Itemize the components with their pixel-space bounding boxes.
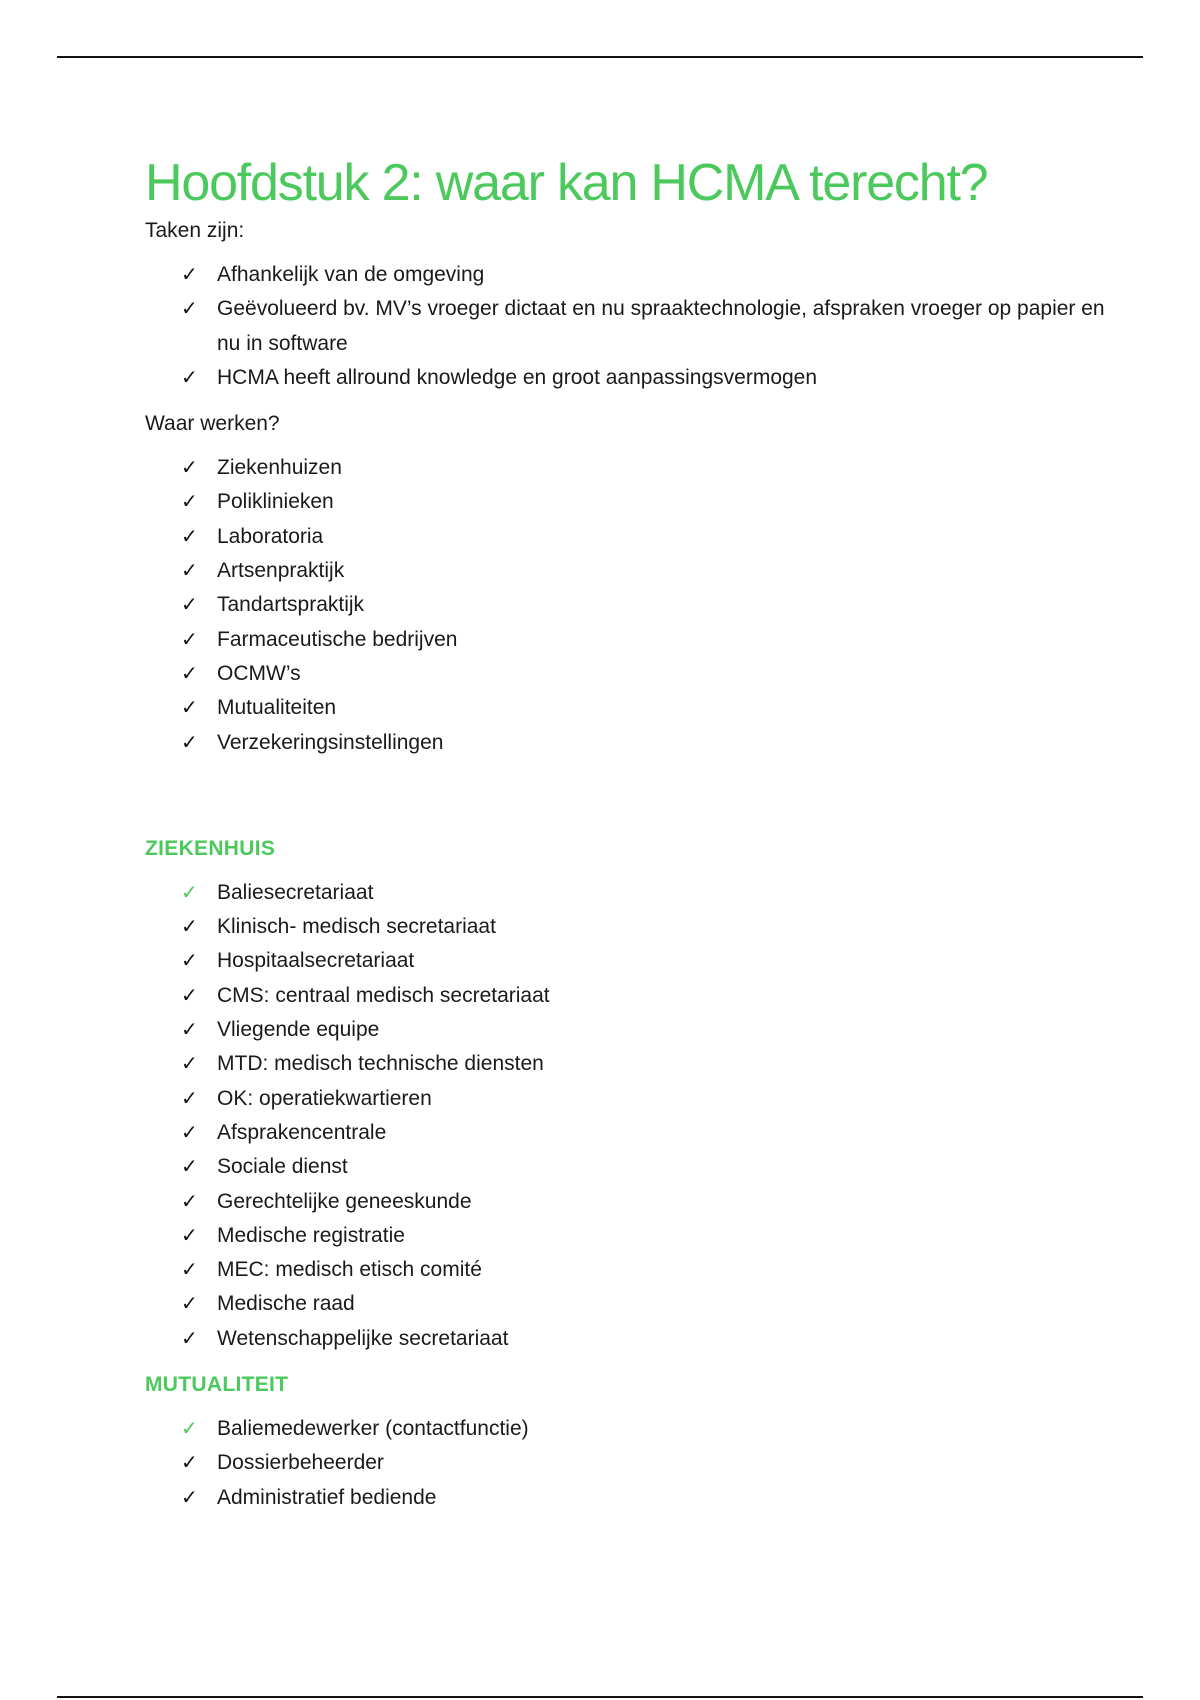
- list-item: ✓ Sociale dienst: [145, 1150, 1105, 1184]
- checkmark-icon: ✓: [181, 560, 198, 583]
- taken-list: [145, 258, 1105, 395]
- list-item: ✓ CMS: centraal medisch secretariaat: [145, 979, 1105, 1013]
- checkmark-icon: ✓: [181, 1019, 198, 1042]
- list-item: ✓ Geëvolueerd bv. MV’s vroeger dictaat en nu spraaktechnologie, afspraken vroeger op papier en nu in software: [145, 292, 1105, 361]
- checkmark-icon: ✓: [181, 1156, 198, 1179]
- checkmark-icon: ✓: [181, 1293, 198, 1316]
- list-item: ✓ Verzekeringsinstellingen: [145, 726, 1105, 760]
- list-item: ✓ OCMW’s: [145, 657, 1105, 691]
- list-item: ✓ Klinisch- medisch secretariaat: [145, 910, 1105, 944]
- list-item: ✓ Medische raad: [145, 1287, 1105, 1321]
- list-item: ✓ OK: operatiekwartieren: [145, 1082, 1105, 1116]
- checkmark-icon: ✓: [181, 984, 198, 1007]
- mutualiteit-list: [145, 1412, 1105, 1515]
- document-body: [145, 150, 1105, 1529]
- taken-intro: Taken zijn:: [145, 219, 245, 242]
- list-item: ✓ Medische registratie: [145, 1219, 1105, 1253]
- list-item: ✓ Hospitaalsecretariaat: [145, 944, 1105, 978]
- checkmark-icon: ✓: [181, 881, 198, 904]
- list-item: ✓ Ziekenhuizen: [145, 451, 1105, 485]
- list-item: ✓ Baliesecretariaat: [145, 876, 1105, 910]
- list-item: ✓ Vliegende equipe: [145, 1013, 1105, 1047]
- checkmark-icon: ✓: [181, 366, 198, 389]
- list-item: ✓ Farmaceutische bedrijven: [145, 623, 1105, 657]
- checkmark-icon: ✓: [181, 298, 198, 321]
- list-item: ✓ Afhankelijk van de omgeving: [145, 258, 1105, 292]
- list-item: ✓ Dossierbeheerder: [145, 1446, 1105, 1480]
- checkmark-icon: ✓: [181, 697, 198, 720]
- checkmark-icon: ✓: [181, 1121, 198, 1144]
- mutualiteit-heading: MUTUALITEIT: [145, 1373, 289, 1397]
- list-item: ✓ Poliklinieken: [145, 485, 1105, 519]
- list-item: ✓ Administratief bediende: [145, 1481, 1105, 1515]
- checkmark-icon: ✓: [181, 950, 198, 973]
- checkmark-icon: ✓: [181, 594, 198, 617]
- checkmark-icon: ✓: [181, 457, 198, 480]
- list-item: ✓ Baliemedewerker (contactfunctie): [145, 1412, 1105, 1446]
- list-item: ✓ Gerechtelijke geneeskunde: [145, 1185, 1105, 1219]
- page-title: Hoofdstuk 2: waar kan HCMA terecht?: [145, 154, 988, 212]
- checkmark-icon: ✓: [181, 1259, 198, 1282]
- list-item: ✓ MTD: medisch technische diensten: [145, 1047, 1105, 1081]
- section-spacer: [145, 774, 1105, 834]
- checkmark-icon: ✓: [181, 731, 198, 754]
- checkmark-icon: ✓: [181, 916, 198, 939]
- bottom-divider: [57, 1696, 1143, 1698]
- list-item: ✓ Wetenschappelijke secretariaat: [145, 1322, 1105, 1356]
- checkmark-icon: ✓: [181, 1087, 198, 1110]
- ziekenhuis-heading: ZIEKENHUIS: [145, 836, 276, 860]
- checkmark-icon: ✓: [181, 628, 198, 651]
- list-item: ✓ Artsenpraktijk: [145, 554, 1105, 588]
- list-item: ✓ Laboratoria: [145, 520, 1105, 554]
- checkmark-icon: ✓: [181, 662, 198, 685]
- list-item: ✓ Mutualiteiten: [145, 691, 1105, 725]
- list-item: ✓ Afsprakencentrale: [145, 1116, 1105, 1150]
- checkmark-icon: ✓: [181, 1224, 198, 1247]
- checkmark-icon: ✓: [181, 1327, 198, 1350]
- checkmark-icon: ✓: [181, 1418, 198, 1441]
- werken-intro: Waar werken?: [145, 412, 280, 436]
- checkmark-icon: ✓: [181, 1190, 198, 1213]
- list-item: ✓ Tandartspraktijk: [145, 588, 1105, 622]
- checkmark-icon: ✓: [181, 1452, 198, 1475]
- ziekenhuis-list: [145, 876, 1105, 1356]
- werken-list: [145, 451, 1105, 760]
- checkmark-icon: ✓: [181, 1486, 198, 1509]
- checkmark-icon: ✓: [181, 525, 198, 548]
- top-divider: [57, 56, 1143, 58]
- checkmark-icon: ✓: [181, 264, 198, 286]
- checkmark-icon: ✓: [181, 1053, 198, 1076]
- list-item: ✓ MEC: medisch etisch comité: [145, 1253, 1105, 1287]
- list-item: ✓ HCMA heeft allround knowledge en groot aanpassingsvermogen: [145, 361, 1105, 395]
- checkmark-icon: ✓: [181, 491, 198, 514]
